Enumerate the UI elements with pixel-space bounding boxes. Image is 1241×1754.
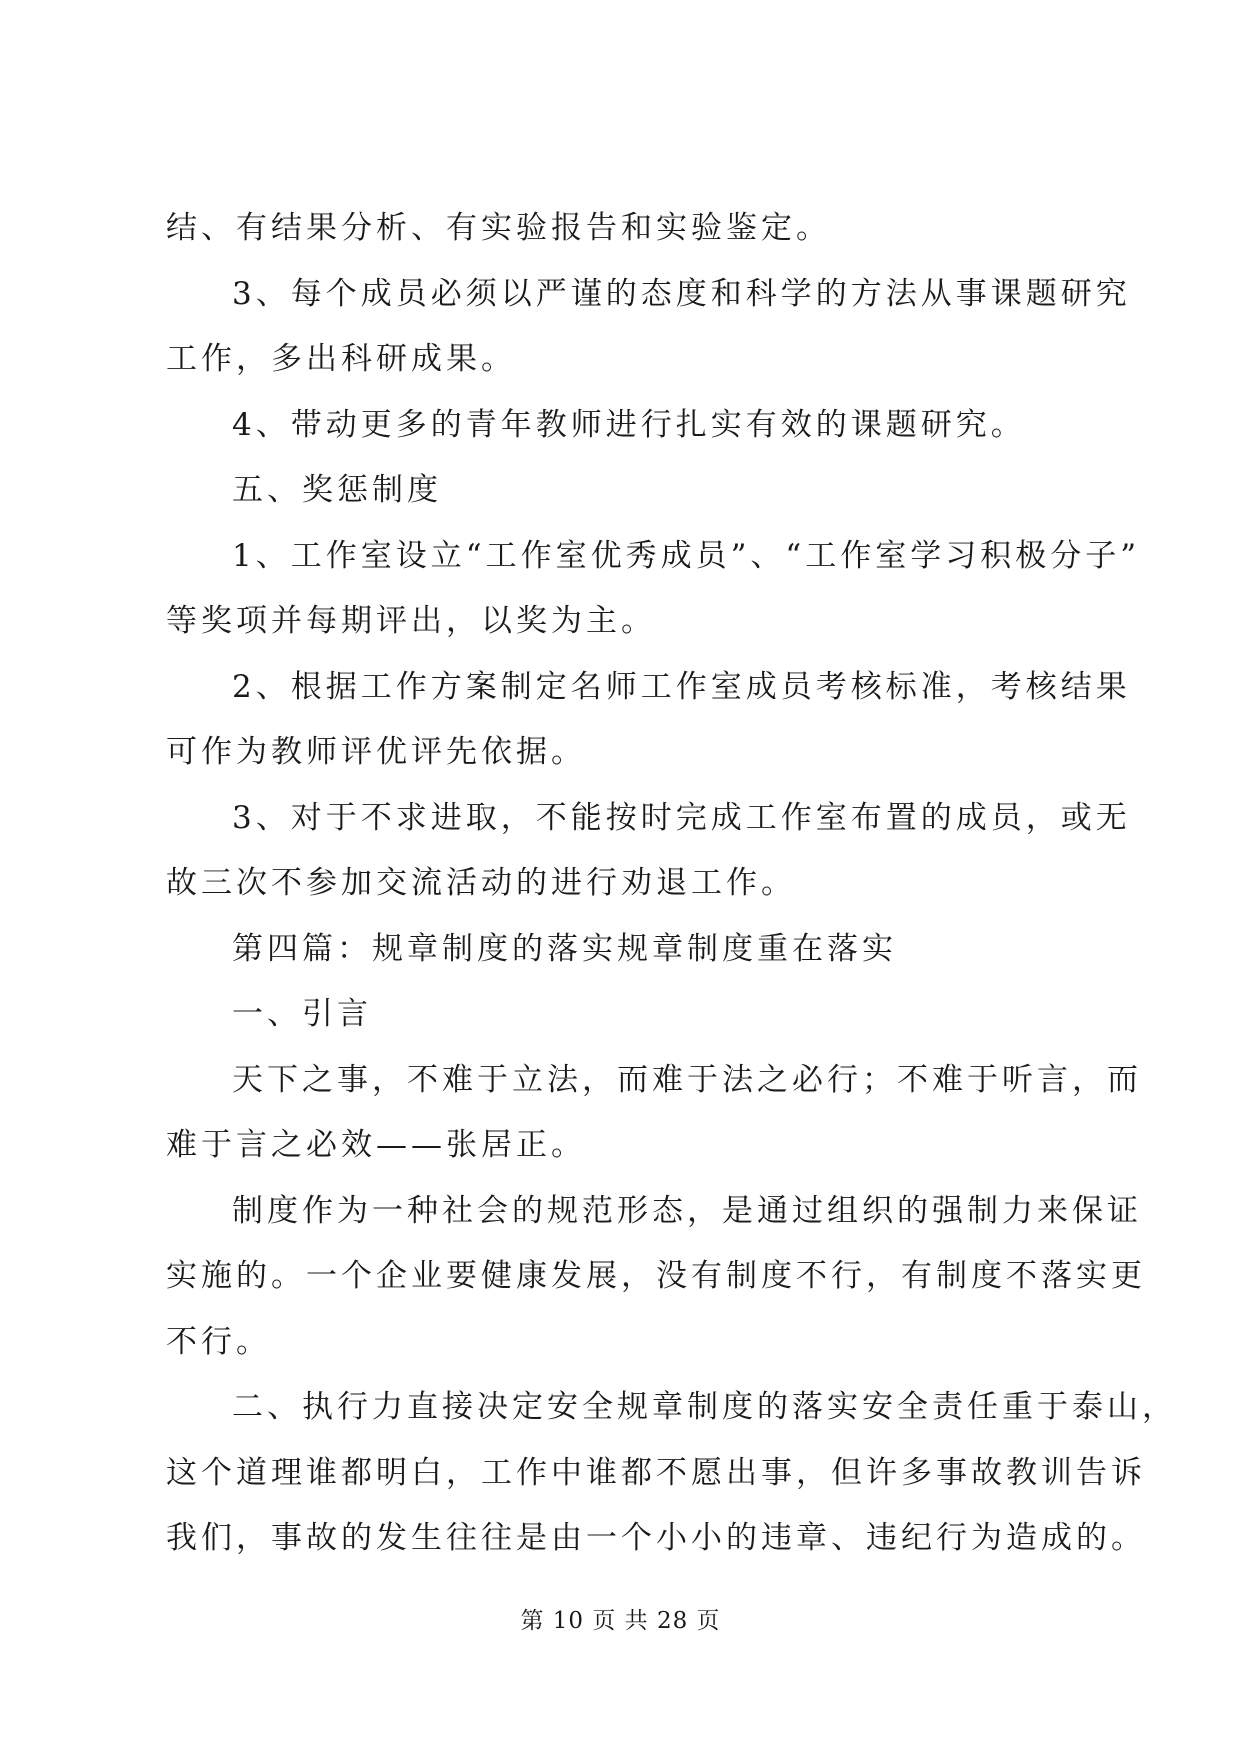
section-heading: 一、引言 <box>232 996 372 1032</box>
page-number-footer: 第 10 页 共 28 页 <box>520 1608 721 1634</box>
text-line: 天下之事，不难于立法，而难于法之必行；不难于听言，而 <box>232 1062 1142 1098</box>
text-line: 1、工作室设立“工作室优秀成员”、“工作室学习积极分子” <box>232 538 1141 574</box>
text-line: 2、根据工作方案制定名师工作室成员考核标准，考核结果 <box>232 669 1131 705</box>
chapter-heading: 第四篇：规章制度的落实规章制度重在落实 <box>232 931 897 967</box>
text-line: 4、带动更多的青年教师进行扎实有效的课题研究。 <box>232 407 1026 443</box>
text-line: 3、对于不求进取，不能按时完成工作室布置的成员，或无 <box>232 800 1131 836</box>
section-heading: 五、奖惩制度 <box>232 472 442 508</box>
text-line: 可作为教师评优评先依据。 <box>166 734 586 770</box>
text-line: 3、每个成员必须以严谨的态度和科学的方法从事课题研究 <box>232 276 1131 312</box>
text-line: 不行。 <box>166 1324 271 1360</box>
text-line: 实施的。一个企业要健康发展，没有制度不行，有制度不落实更 <box>166 1258 1146 1294</box>
text-line: 故三次不参加交流活动的进行劝退工作。 <box>166 865 796 901</box>
text-line: 结、有结果分析、有实验报告和实验鉴定。 <box>166 210 831 246</box>
text-line: 难于言之必效——张居正。 <box>166 1127 586 1163</box>
text-line: 我们，事故的发生往往是由一个小小的违章、违纪行为造成的。 <box>166 1520 1146 1556</box>
text-line: 制度作为一种社会的规范形态，是通过组织的强制力来保证 <box>232 1193 1142 1229</box>
text-line: 工作，多出科研成果。 <box>166 341 516 377</box>
text-line: 等奖项并每期评出，以奖为主。 <box>166 603 656 639</box>
text-line: 这个道理谁都明白，工作中谁都不愿出事，但许多事故教训告诉 <box>166 1455 1146 1491</box>
text-line: 二、执行力直接决定安全规章制度的落实安全责任重于泰山， <box>232 1389 1177 1425</box>
